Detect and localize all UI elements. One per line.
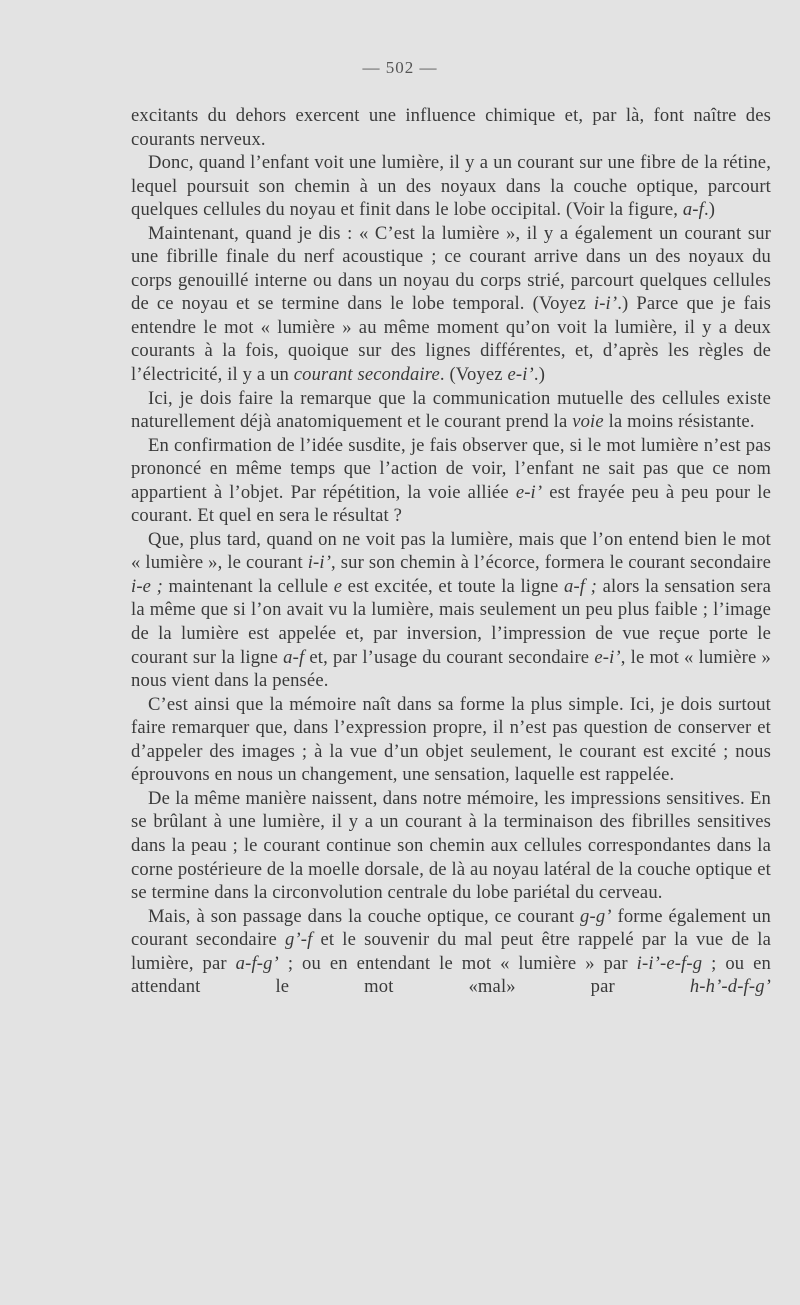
italic-reference: a-f xyxy=(283,646,305,668)
text-run: est frayée peu à peu pour le courant. Et quel en sera le résultat ? xyxy=(131,481,771,527)
text-run: Maintenant, quand je dis : « C’est la lumière », il y a également un courant sur une fibrille finale du nerf acoustique ; ce courant arrive dans un des noyaux du corps genouillé interne ou dans un noyau du corps strié, parcourt quelques cellules de ce noyau et se termine dans le lobe temporal. (Voyez xyxy=(131,222,771,315)
italic-reference: i-e ; xyxy=(131,575,163,597)
text-run: . (Voyez xyxy=(439,364,508,386)
italic-reference: i-i’ xyxy=(593,293,618,315)
italic-reference: a-f xyxy=(682,199,704,221)
text-run: , sur son chemin à l’écorce, formera le courant secondaire xyxy=(331,552,771,574)
italic-reference: i-i’-e-f-g xyxy=(636,952,703,974)
italic-reference: g’-f xyxy=(284,929,313,951)
text-run: et, par l’usage du courant secondaire xyxy=(304,646,595,668)
text-run: et le souvenir du mal peut être rappelé par la vue de la lumière, par xyxy=(131,929,771,974)
text-run: excitants du dehors exercent une influence chimique et, par là, font naître des courants nerveux. xyxy=(131,105,771,150)
paragraph xyxy=(131,787,771,905)
text-run: .) Parce que je fais entendre le mot « lumière » au même moment qu’on voit la lumière, il y a deux courants à la fois, quoique sur des lignes différentes, et, d’après les règles de l’électricité, il y a un xyxy=(131,293,771,386)
text-run: Donc, quand l’enfant voit une lumière, il y a un courant sur une fibre de la rétine, lequel poursuit son chemin à un des noyaux dans la couche optique, parcourt quelques cellules du noyau et finit dans le lobe occipital. (Voir la figure, xyxy=(131,152,771,221)
text-run: ; ou en entendant le mot « lumière » par xyxy=(278,952,637,974)
text-run: la moins résistante. xyxy=(603,411,755,433)
text-run: En confirmation de l’idée susdite, je fais observer que, si le mot lumière n’est pas prononcé en même temps que l’action de voir, l’enfant ne sait pas que ce nom appartient à l’objet. Par répétition, la voie alliée xyxy=(131,434,771,503)
body-text xyxy=(131,104,771,999)
paragraph xyxy=(131,434,771,528)
text-run: .) xyxy=(703,199,716,221)
text-run: , le mot « lumière » nous vient dans la pensée. xyxy=(131,646,772,692)
italic-reference: e-i’ xyxy=(594,646,621,668)
paragraph xyxy=(131,693,771,787)
italic-reference: courant secondaire xyxy=(293,364,440,386)
paragraph xyxy=(131,151,771,222)
italic-reference: e xyxy=(333,575,343,597)
text-run: .) xyxy=(533,364,546,386)
text-run: alors la sensation sera la même que si l’on avait vu la lumière, mais seulement un peu plus faible ; l’image de la lumière est appelée et, par inversion, l’impression de vue reçue porte le courant sur la ligne xyxy=(131,575,772,668)
italic-reference: e-i’ xyxy=(515,481,543,503)
text-run: C’est ainsi que la mémoire naît dans sa forme la plus simple. Ici, je dois surtout faire remarquer que, dans l’expression propre, il n’est pas question de conserver et d’appeler des images ; à la vue d’un objet seulement, le courant est excité ; nous éprouvons en nous un changement, une sensation, laquelle est rappelée. xyxy=(131,693,771,786)
italic-reference: e-i’ xyxy=(507,364,534,386)
paragraph xyxy=(131,528,771,693)
paragraph xyxy=(131,387,771,434)
text-run: maintenant la cellule xyxy=(162,575,334,597)
text-run: forme également un courant secondaire xyxy=(131,905,772,951)
italic-reference: h-h’-d-f-g’ xyxy=(689,976,771,998)
paragraph-continuation xyxy=(131,104,771,151)
text-run: Ici, je dois faire la remarque que la communication mutuelle des cellules existe naturellement déjà anatomiquement et le courant prend la xyxy=(131,387,771,433)
italic-reference: voie xyxy=(572,411,604,433)
page-number: — 502 — xyxy=(362,58,438,77)
paragraph-continues-next-page xyxy=(131,905,771,999)
text-run: ; ou en attendant le mot «mal» par xyxy=(131,952,771,998)
italic-reference: a-f ; xyxy=(564,575,598,597)
text-run: De la même manière naissent, dans notre mémoire, les impressions sensitives. En se brûlant à une lumière, il y a un courant à la terminaison des fibrilles sensitives dans la peau ; le courant continue son chemin aux cellules correspondantes dans la corne postérieure de la moelle dorsale, de là au noyau latéral de la couche optique et se termine dans la circonvolution centrale du lobe pariétal du cerveau. xyxy=(131,787,771,904)
paragraph xyxy=(131,222,771,387)
italic-reference: g-g’ xyxy=(580,905,612,927)
italic-reference: a-f-g’ xyxy=(235,952,279,974)
text-run: Que, plus tard, quand on ne voit pas la lumière, mais que l’on entend bien le mot « lumière », le courant xyxy=(131,528,771,574)
text-run: Mais, à son passage dans la couche optique, ce courant xyxy=(148,905,581,927)
text-run: est excitée, et toute la ligne xyxy=(342,575,564,597)
italic-reference: i-i’ xyxy=(307,552,332,574)
